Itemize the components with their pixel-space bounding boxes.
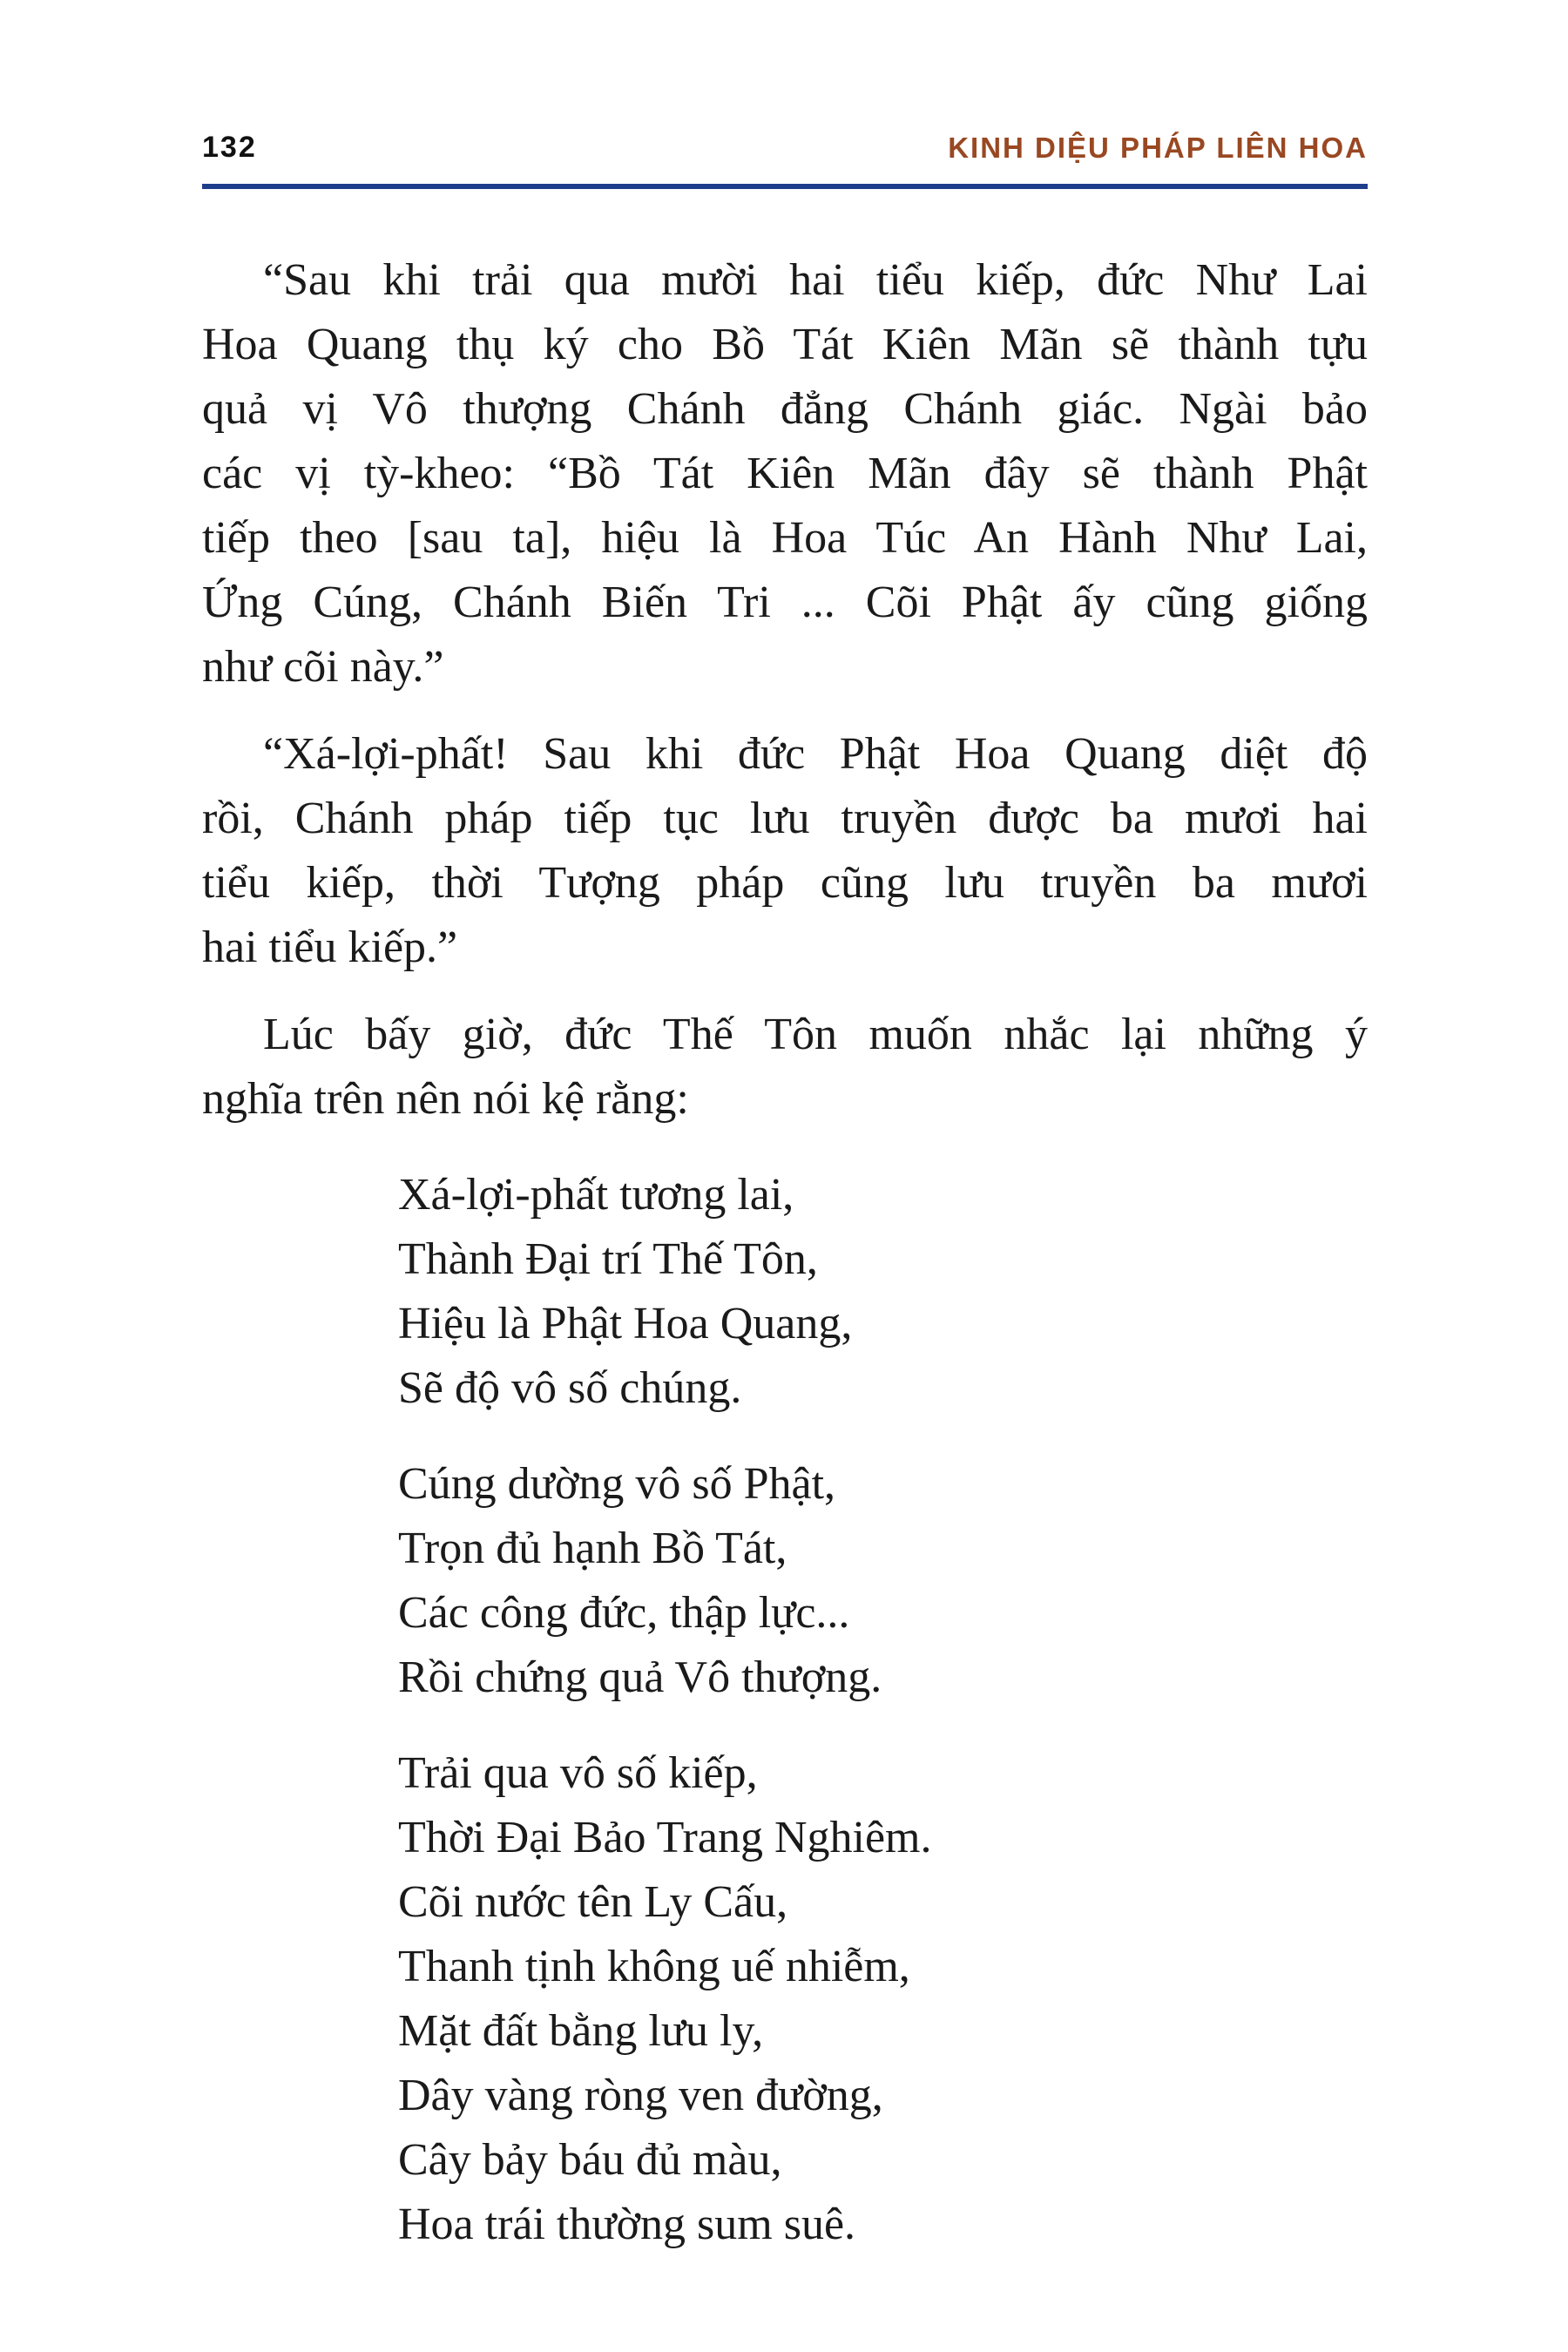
- text-line: Ứng Cúng, Chánh Biến Tri ... Cõi Phật ấy cũng giống: [202, 578, 1368, 627]
- verse-line: Cõi nước tên Ly Cấu,: [398, 1877, 788, 1927]
- verse-stanza: [202, 1741, 1368, 2257]
- verse-line: Mặt đất bằng lưu ly,: [398, 2006, 764, 2056]
- verse-line: Rồi chứng quả Vô thượng.: [398, 1652, 882, 1702]
- verse-line: Trọn đủ hạnh Bồ Tát,: [398, 1524, 787, 1573]
- text-line: Lúc bấy giờ, đức Thế Tôn muốn nhắc lại những ý: [263, 1010, 1368, 1059]
- verse-line: Thanh tịnh không uế nhiễm,: [398, 1942, 910, 1991]
- page-number: 132: [202, 131, 257, 164]
- paragraph: [202, 722, 1368, 980]
- text-line: rồi, Chánh pháp tiếp tục lưu truyền được ba mươi hai: [202, 794, 1368, 843]
- verse-line: Hiệu là Phật Hoa Quang,: [398, 1299, 853, 1348]
- verse-line: Thành Đại trí Thế Tôn,: [398, 1234, 818, 1284]
- text-line: quả vị Vô thượng Chánh đẳng Chánh giác. Ngài bảo: [202, 384, 1368, 434]
- verse-line: Cây bảy báu đủ màu,: [398, 2135, 782, 2185]
- text-line: các vị tỳ-kheo: “Bồ Tát Kiên Mãn đây sẽ thành Phật: [202, 449, 1368, 498]
- text-line: nghĩa trên nên nói kệ rằng:: [202, 1074, 689, 1124]
- verse-line: Trải qua vô số kiếp,: [398, 1748, 758, 1798]
- verse-stanza: [202, 1163, 1368, 1421]
- verse-line: Dây vàng ròng ven đường,: [398, 2071, 883, 2120]
- text-line: “Xá-lợi-phất! Sau khi đức Phật Hoa Quang diệt độ: [263, 729, 1368, 779]
- verse-line: Cúng dường vô số Phật,: [398, 1459, 836, 1509]
- text-line: như cõi này.”: [202, 642, 444, 692]
- running-title: KINH DIỆU PHÁP LIÊN HOA: [948, 132, 1368, 164]
- verse-line: Các công đức, thập lực...: [398, 1588, 850, 1638]
- verse-line: Hoa trái thường sum suê.: [398, 2200, 856, 2249]
- paragraph: [202, 1003, 1368, 1132]
- verse-stanza: [202, 1452, 1368, 1710]
- verse-line: Thời Đại Bảo Trang Nghiêm.: [398, 1813, 932, 1862]
- verse-line: Xá-lợi-phất tương lai,: [398, 1170, 794, 1220]
- page-body: [202, 248, 1368, 2257]
- text-line: Hoa Quang thụ ký cho Bồ Tát Kiên Mãn sẽ thành tựu: [202, 320, 1368, 369]
- paragraph: [202, 248, 1368, 700]
- text-line: tiểu kiếp, thời Tượng pháp cũng lưu truyền ba mươi: [202, 858, 1368, 908]
- verse-line: Sẽ độ vô số chúng.: [398, 1363, 742, 1413]
- text-line: tiếp theo [sau ta], hiệu là Hoa Túc An Hành Như Lai,: [202, 513, 1368, 563]
- text-line: hai tiểu kiếp.”: [202, 923, 458, 972]
- text-line: “Sau khi trải qua mười hai tiểu kiếp, đức Như Lai: [263, 255, 1368, 305]
- page-header: [202, 131, 1368, 189]
